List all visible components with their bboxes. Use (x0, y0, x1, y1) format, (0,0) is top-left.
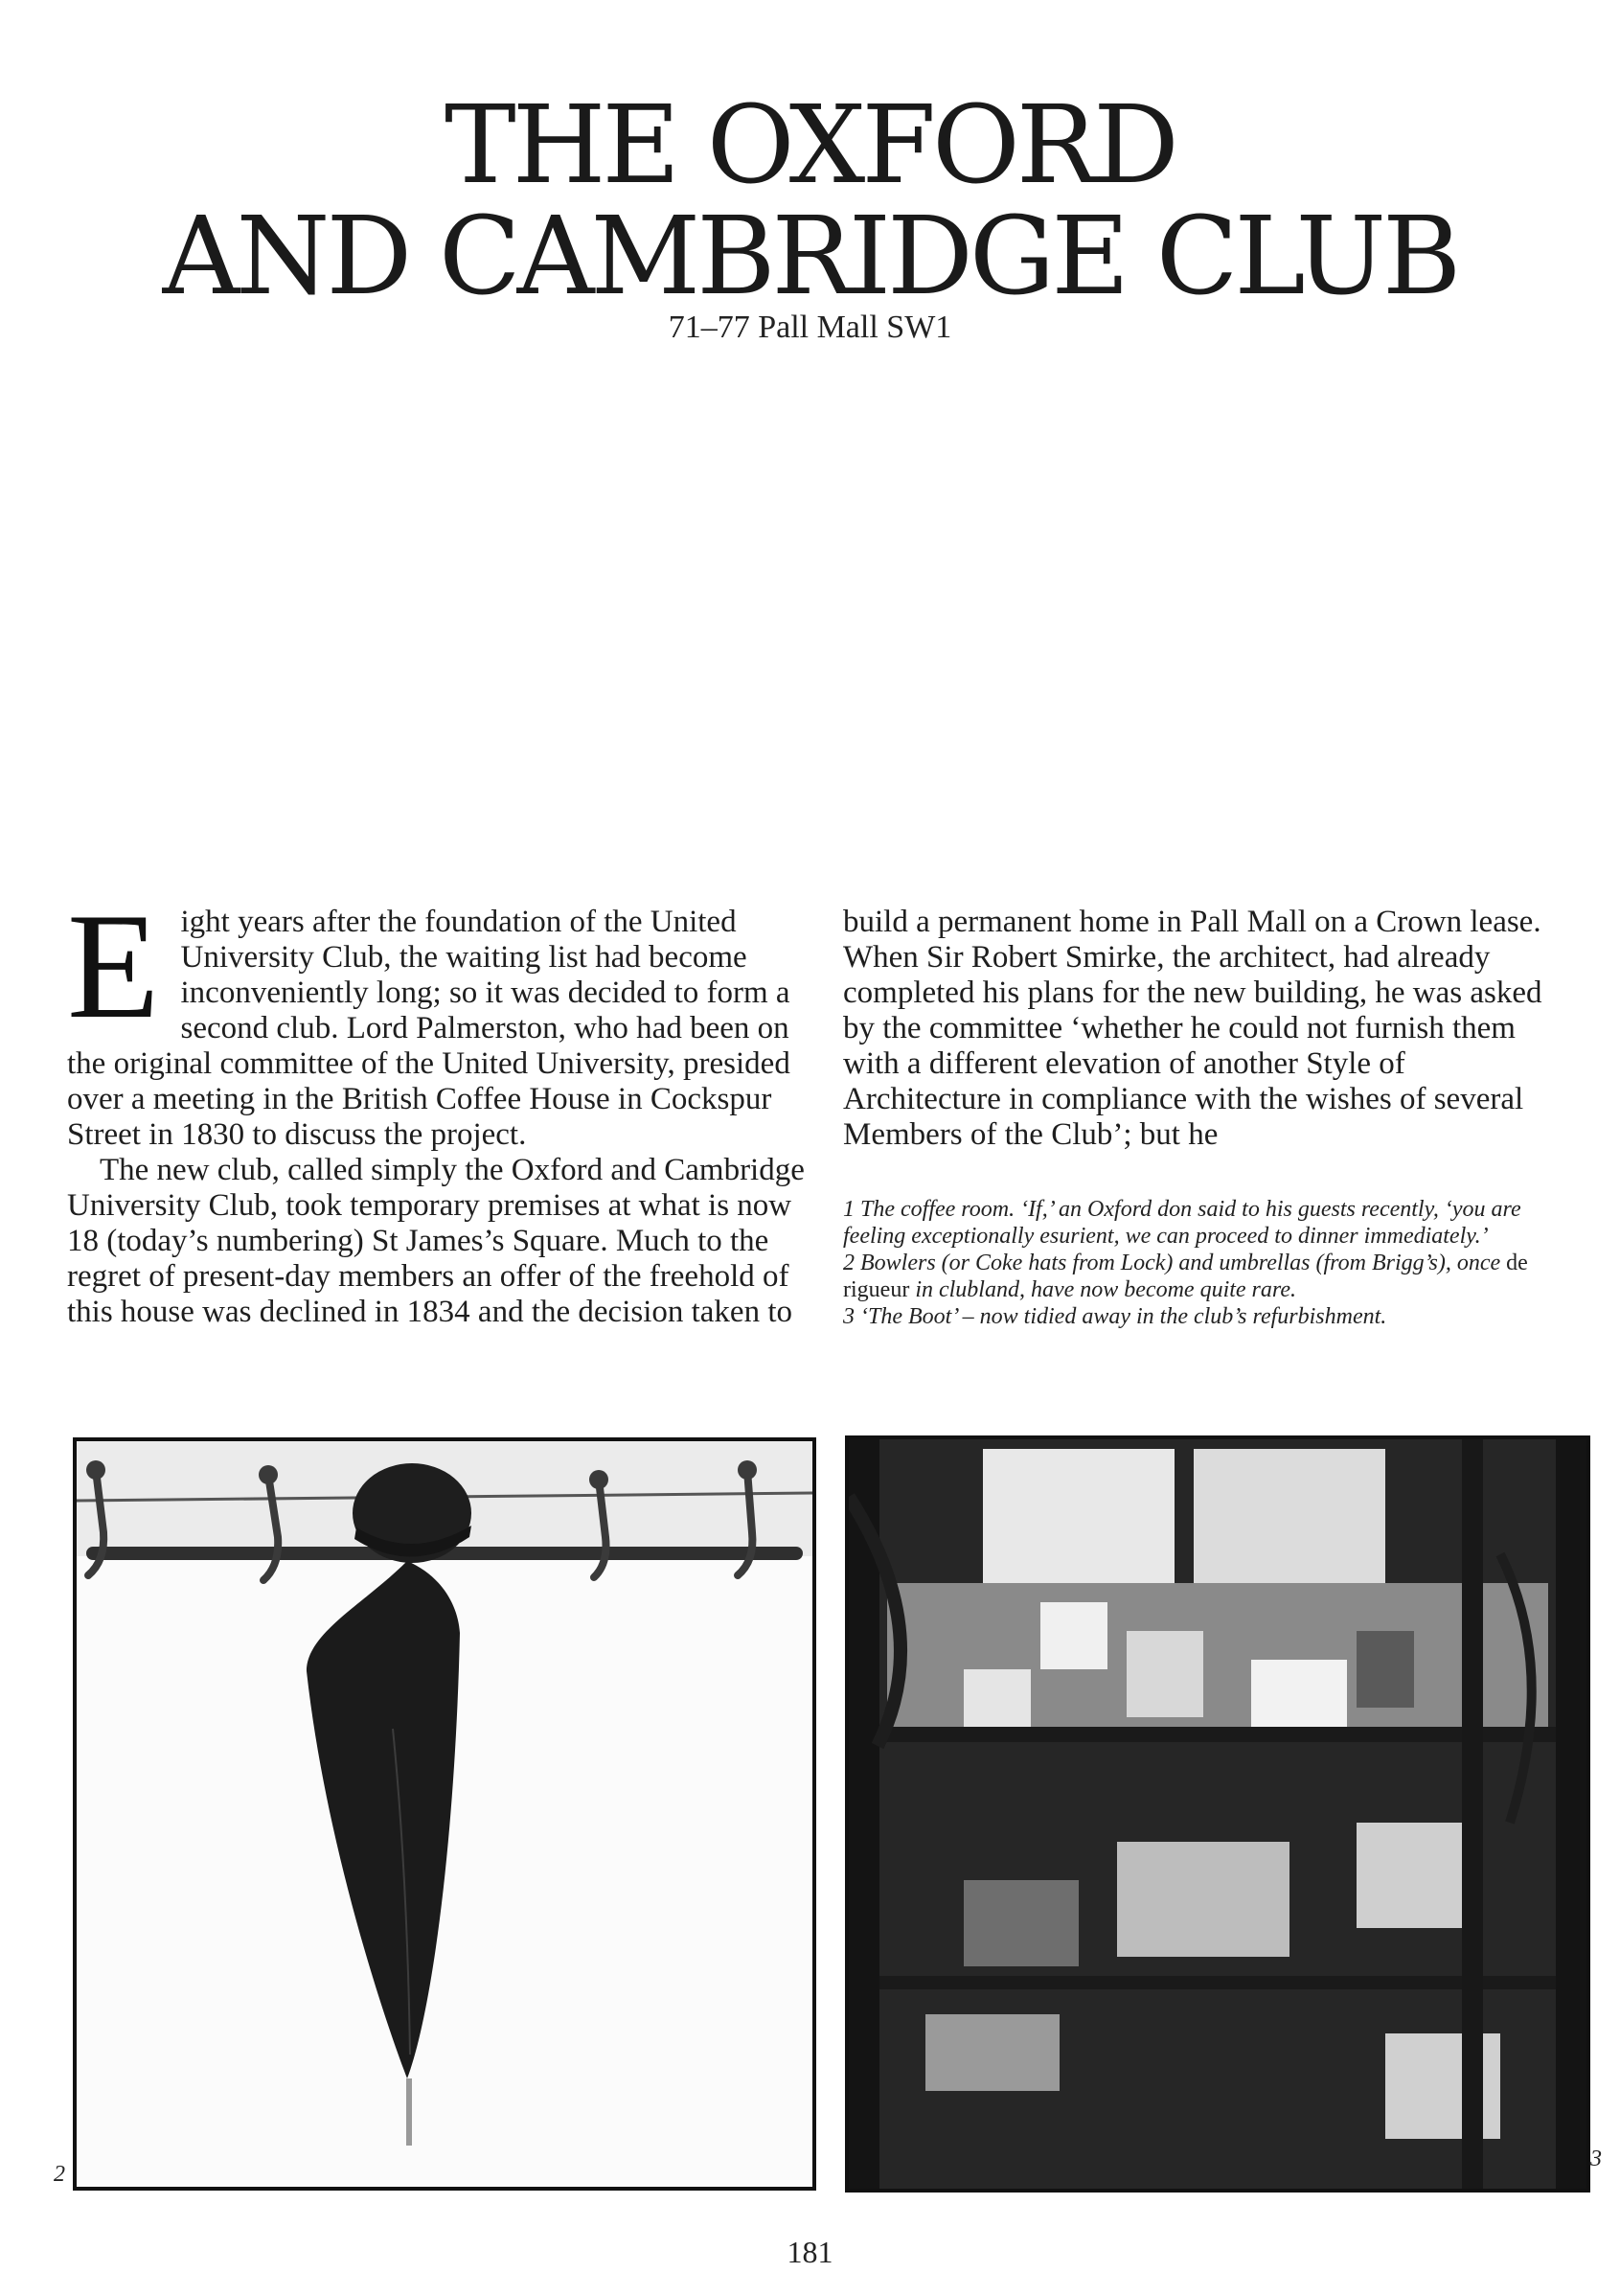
figure-number-3: 3 (1590, 2147, 1602, 2171)
paragraph-2: The new club, called simply the Oxford and Cambridge University Club, took temporary premises at what is now 18 (today’s numbering) St James’s Square. Much to the regret of present-day members an offer of the freehold of this house was declined in 1834 and the decision taken to (67, 1153, 805, 1329)
photo-captions (843, 1196, 1576, 1330)
caption-3: 3 ‘The Boot’ – now tidied away in the club’s refurbishment. (843, 1304, 1387, 1329)
caption-2: 2 Bowlers (or Coke hats from Lock) and umbrellas (from Brigg’s), once de rigueur in clubland, have now become quite rare. (843, 1251, 1528, 1302)
page-number: 181 (787, 2235, 833, 2269)
caption-1: 1 The coffee room. ‘If,’ an Oxford don said to his guests recently, ‘you are feeling exceptionally esurient, we can proceed to dinner immediately.’ (843, 1197, 1521, 1249)
paragraph-1 (67, 883, 805, 1153)
caption-2-foreign-phrase: de rigueur (843, 1251, 1528, 1302)
drop-cap: E (67, 883, 160, 1050)
address-subtitle: 71–77 Pall Mall SW1 (668, 310, 952, 345)
figure-number-2: 2 (54, 2162, 65, 2187)
shelves-illustration (849, 1439, 1586, 2189)
bowler-umbrella-illustration (77, 1441, 812, 2187)
paragraph-3: build a permanent home in Pall Mall on a Crown lease. When Sir Robert Smirke, the architect, had already completed his plans for the new building, he was asked by the committee ‘whether he could not furnish them with a different elevation of another Style of Architecture in compliance with the wishes of several Members of the Club’; but he (843, 905, 1542, 1152)
page-title-line-2: AND CAMBRIDGE CLUB (162, 195, 1458, 319)
article-right-column (843, 905, 1566, 1153)
page-title-line-1: THE OXFORD (445, 83, 1175, 208)
paragraph-1-text: ight years after the foundation of the United University Club, the waiting list had become inconveniently long; so it was decided to form a second club. Lord Palmerston, who had been on the original committee of the United University, presided over a meeting in the British Coffee House in Cockspur Street in 1830 to discuss the project. (67, 905, 790, 1152)
photo-the-boot-shelves (845, 1435, 1590, 2193)
article-left-column (67, 883, 805, 1330)
photo-bowler-and-umbrella (73, 1437, 816, 2191)
